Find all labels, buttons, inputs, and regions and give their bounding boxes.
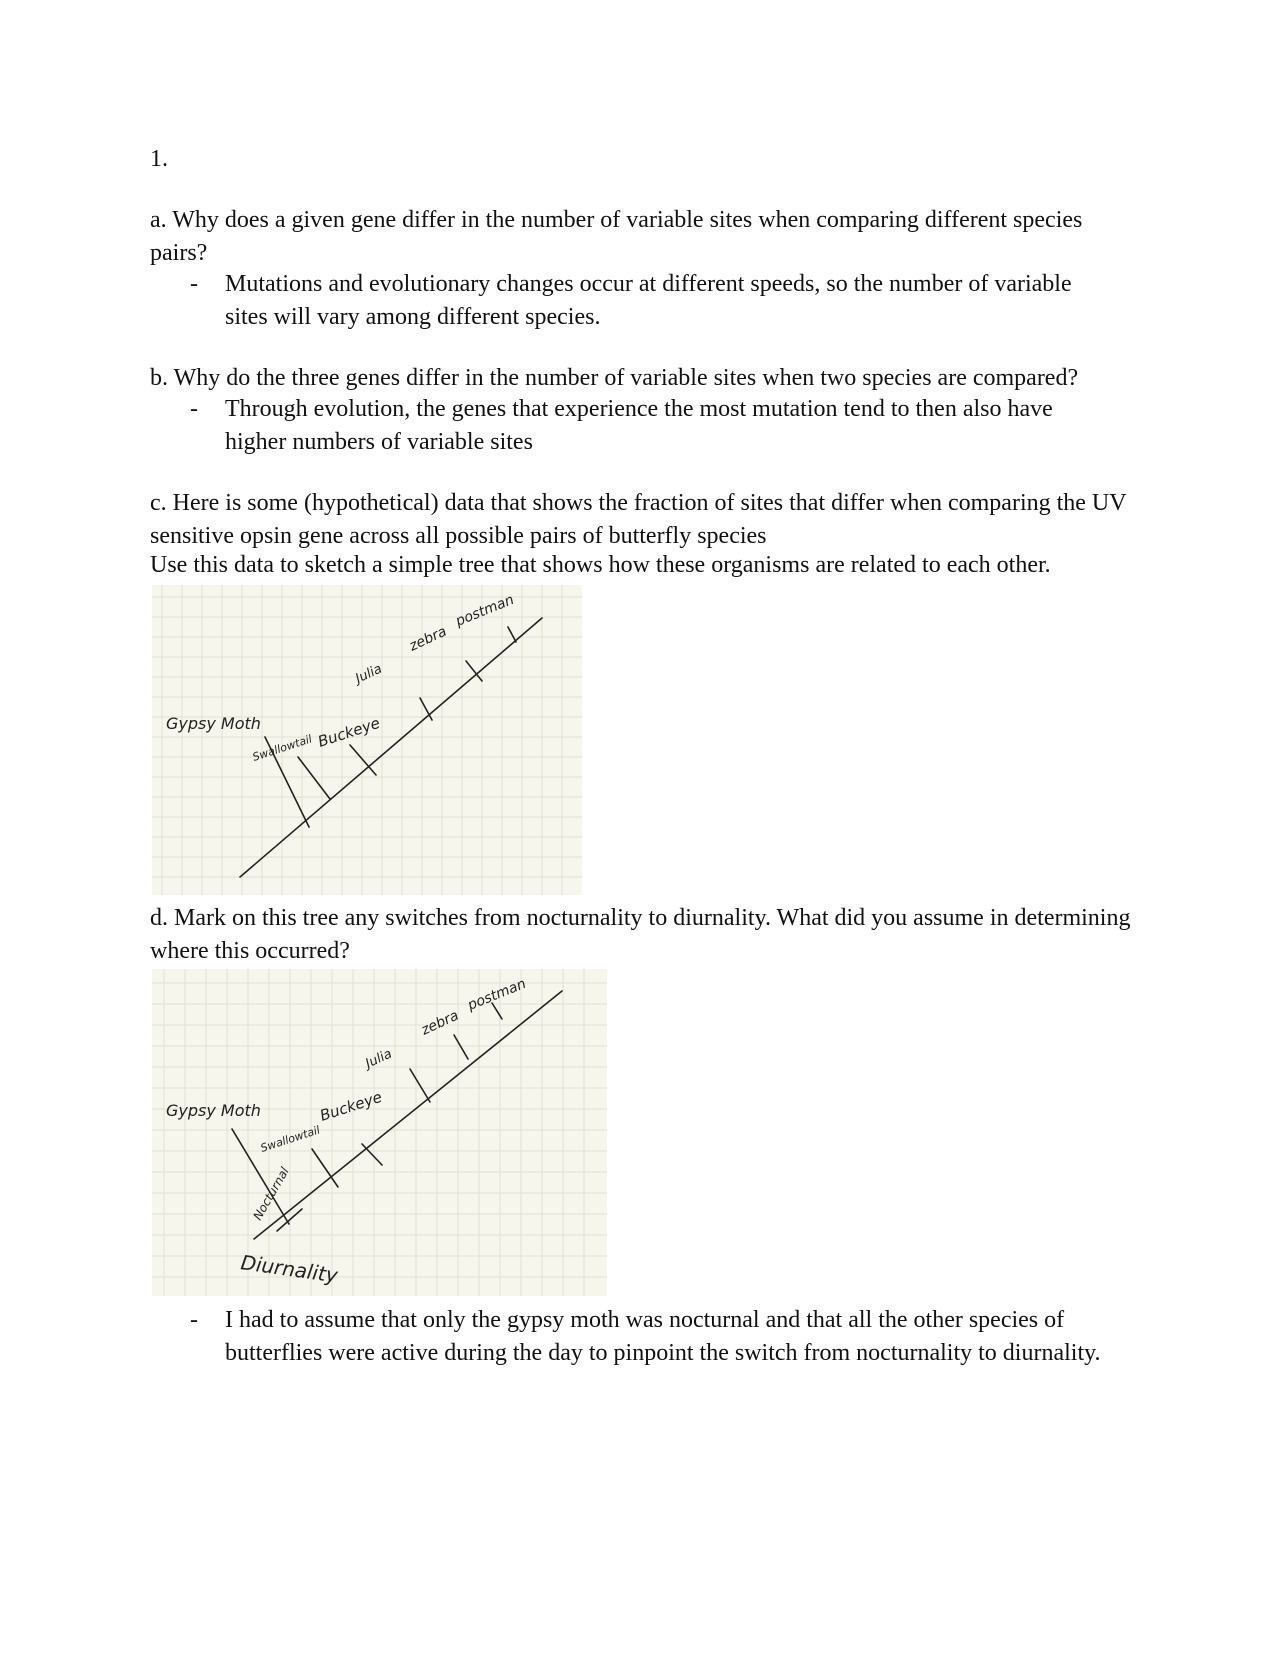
- branch-julia: [410, 1069, 430, 1102]
- label-nocturnal: Nocturnal: [250, 1164, 292, 1223]
- bullet-dash: -: [190, 271, 198, 297]
- label-buckeye: Buckeye: [317, 1087, 385, 1125]
- branch-zebra: [454, 1035, 468, 1059]
- branch-buckeye: [362, 1144, 382, 1165]
- part-a-answer-text: Mutations and evolutionary changes occur at different speeds, so the number of variable sites will vary among different species.: [225, 271, 1072, 330]
- part-c-instruction: Use this data to sketch a simple tree that shows how these organisms are related to each other.: [150, 552, 1051, 578]
- label-gypsy-moth: Gypsy Moth: [166, 1101, 261, 1120]
- label-julia: Julia: [353, 661, 385, 687]
- bullet-dash: -: [190, 396, 198, 422]
- part-d-question: d. Mark on this tree any switches from nocturnality to diurnality. What did you assume in determining where this occurred?: [150, 905, 1131, 964]
- label-julia: Julia: [363, 1046, 395, 1072]
- tree-sketch-figure: [152, 585, 582, 895]
- grid-paper: [152, 585, 582, 895]
- label-zebra: zebra: [406, 623, 450, 655]
- tree-switch-sketch: [152, 969, 607, 1296]
- tree-trunk: [254, 991, 562, 1239]
- part-a-question: a. Why does a given gene differ in the number of variable sites when comparing different species pairs?: [150, 207, 1083, 266]
- label-zebra: zebra: [418, 1007, 462, 1039]
- label-buckeye: Buckeye: [315, 713, 383, 751]
- label-swallowtail: Swallowtail: [258, 1123, 322, 1155]
- label-gypsy-moth: Gypsy Moth: [166, 714, 261, 733]
- grid-paper: [152, 969, 607, 1296]
- question-number: 1.: [150, 146, 168, 172]
- label-postman: postman: [453, 591, 517, 630]
- label-swallowtail: Swallowtail: [250, 732, 314, 764]
- part-d-answer-text: I had to assume that only the gypsy moth was nocturnal and that all the other species of butterflies were active during the day to pinpoint the switch from nocturnality to diurnality.: [225, 1307, 1101, 1366]
- part-c-question: c. Here is some (hypothetical) data that shows the fraction of sites that differ when comparing the UV sensitive opsin gene across all possible pairs of butterfly species: [150, 490, 1127, 549]
- part-b-question: b. Why do the three genes differ in the number of variable sites when two species are compared?: [150, 365, 1079, 391]
- branch-postman: [508, 627, 516, 642]
- label-diurnality: Diurnality: [239, 1250, 340, 1288]
- bullet-dash: -: [190, 1307, 198, 1333]
- label-postman: postman: [465, 975, 529, 1014]
- tree-switch-figure: [152, 969, 607, 1296]
- branch-swallowtail: [298, 757, 330, 799]
- tree-sketch: [152, 585, 582, 895]
- part-b-answer-text: Through evolution, the genes that experience the most mutation tend to then also have higher numbers of variable sites: [225, 396, 1053, 455]
